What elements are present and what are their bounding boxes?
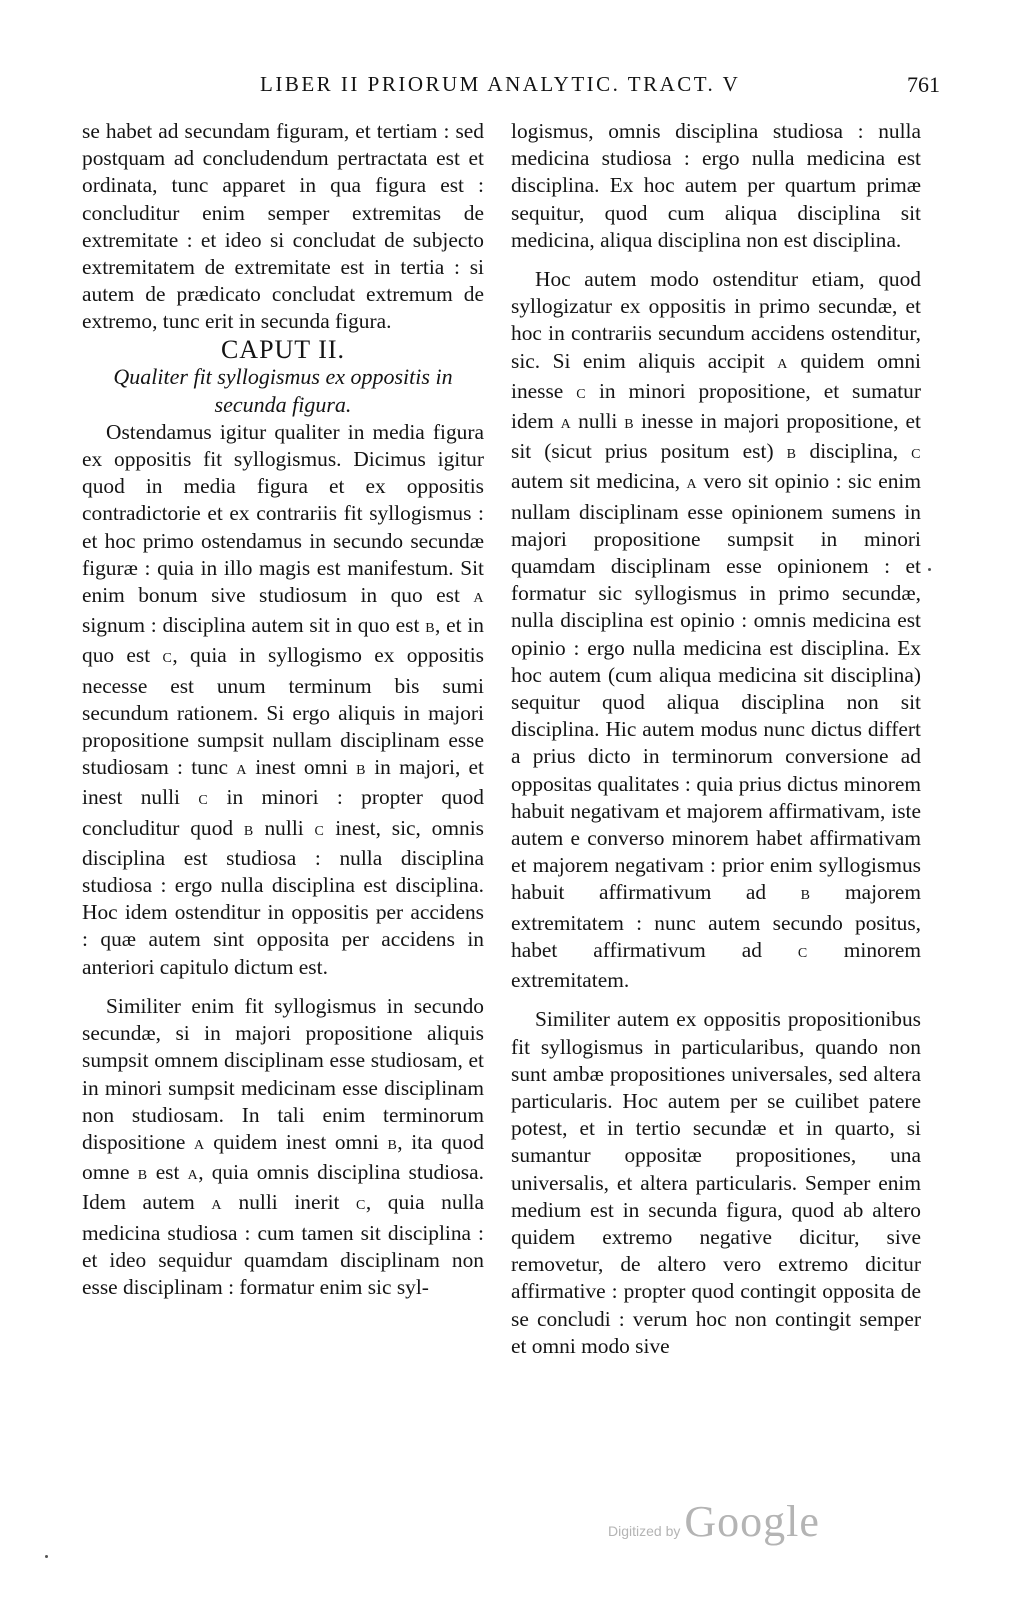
paragraph: Similiter autem ex oppositis propositionibus fit syllogismus in particularibus, quando non sunt ambæ propositiones universales, sed altera particularis. Hoc autem per se cuilibet patere potest, et in tertio secundæ et in quarto, si sumantur oppositæ propositiones, una universalis, et altera particularis. Semper enim medium est in secunda figura, quod ab altero quidem extremo negative dicitur, sive removetur, de altero vero extremo dicitur affirmative : propter quod contingit opposita de se concludi : verum hoc non contingit semper et omni modo sive	[511, 1007, 921, 1358]
paragraph: se habet ad secundam figuram, et tertiam : sed postquam ad concludendum pertractata est et ordinata, tunc apparet in qua figura est : concluditur enim semper extremitas de extremitate : et ideo si concludat de subjecto extremitatem de extremitate est in tertia : si autem de prædicato concludat extremum de extremo, tunc erit in secunda figura.	[82, 119, 484, 334]
paragraph: Ostendamus igitur qualiter in media figura ex oppositis fit syllogismus. Dicimus igitur quod in media figura et ex oppositis contradictorie et ex contrariis fit syllogismus : et hoc primo ostendamus in secundo secundæ figuræ : quia in illo magis est manifestum. Sit enim bonum sive studiosum in quo est A signum : disciplina autem sit in quo est B, et in quo est C, quia in syllogismo ex oppositis necesse est unum terminum bis sumi secundum rationem. Si ergo aliquis in majori propositione sumpsit nullam disciplinam esse studiosam : tunc A inest omni B in majori, et inest nulli C in minori : propter quod concluditur quod B nulli C inest, sic, omnis disciplina est studiosa : nulla disciplina studiosa : ergo nulla disciplina est disciplina. Hoc idem ostenditur in oppositis per accidens : quæ autem sint opposita per accidens in anteriori capitulo dictum est.	[82, 419, 485, 979]
page-number: 761	[907, 72, 940, 97]
right-column	[511, 118, 921, 1360]
chapter-subtitle: Qualiter fit syllogismus ex oppositis in secunda figura.	[113, 363, 453, 417]
paragraph: Similiter enim fit syllogismus in secundo secundæ, si in majori propositione aliquis sumpsit omnem disciplinam esse studiosam, et in minori sumpsit medicinam esse disciplinam non studiosam. In tali enim terminorum dispositione A quidem inest omni B, ita quod omne B est A, quia omnis disciplina studiosa. Idem autem A nulli inerit C, quia nulla medicina studiosa : cum tamen sit disciplina : et ideo sequidur quamdam disciplinam non esse disciplinam : formatur enim sic syl-	[82, 993, 484, 1299]
google-logo: Google	[684, 1497, 820, 1546]
paragraph: Hoc autem modo ostenditur etiam, quod syllogizatur ex oppositis in primo secundæ, et hoc in contrariis secundum accidens ostenditur, sic. Si enim aliquis accipit A quidem omni inesse C in minori propositione, et sumatur idem A nulli B inesse in majori propositione, et sit (sicut prius positum est) B disciplina, C autem sit medicina, A vero sit opinio : sic enim nullam disciplinam esse opinionem sumens in majori propositione sumpsit in minori quamdam disciplinam esse opinionem : et formatur sic syllogismus in primo secundæ, nulla disciplina est opinio : omnis medicina est opinio : ergo nulla medicina est disciplina. Ex hoc autem (cum aliqua medicina sit disciplina) sequitur quod aliqua disciplina non sit disciplina. Hic autem modus nunc dictus differt a prius dicto in terminorum conversione ad oppositas qualitates : quia prius dictus minorem habuit negativam et majorem affirmativam, iste autem e converso minorem habet affirmativam et majorem negativam : prior enim syllogismus habuit affirmativum ad B majorem extremitatem : nunc autem secundo positus, habet affirmativum ad C minorem extremitatem.	[511, 267, 922, 993]
watermark-small-text: Digitized by	[608, 1523, 681, 1539]
speck	[928, 568, 931, 571]
running-header	[80, 72, 940, 102]
paragraph: logismus, omnis disciplina studiosa : nulla medicina studiosa : ergo nulla medicina est disciplina. Ex hoc autem per quartum primæ sequitur, quod cum aliqua disciplina sit medicina, aliqua disciplina non est disciplina.	[511, 119, 921, 252]
left-column	[82, 118, 484, 1301]
running-title: LIBER II PRIORUM ANALYTIC. TRACT. V	[260, 72, 741, 96]
google-watermark	[608, 1496, 820, 1547]
chapter-heading: CAPUT II.	[220, 334, 346, 364]
speck	[45, 1555, 48, 1558]
